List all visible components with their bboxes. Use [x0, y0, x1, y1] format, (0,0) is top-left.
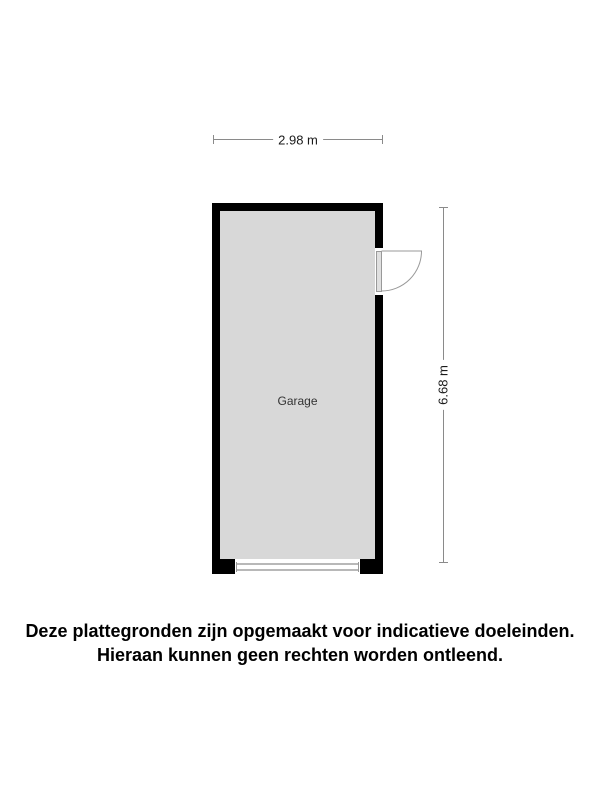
dimension-width: [213, 133, 383, 147]
wall-top: [212, 203, 383, 211]
dimension-width-tick-left: [213, 135, 214, 144]
wall-right-upper: [375, 203, 383, 248]
floor-area: [220, 211, 375, 559]
dimension-height: [436, 207, 450, 563]
door-swing-icon: [381, 250, 423, 292]
dimension-height-tick-bottom: [439, 562, 448, 563]
wall-stub-right: [360, 559, 383, 574]
door-jamb: [376, 251, 382, 292]
dimension-width-label: 2.98 m: [273, 133, 323, 148]
disclaimer-line-2: Hieraan kunnen geen rechten worden ontleend.: [96, 645, 504, 665]
dimension-height-label: 6.68 m: [436, 360, 451, 410]
dimension-height-tick-top: [439, 207, 448, 208]
garage-door-line-bottom: [237, 569, 358, 571]
garage-door-tick-right: [358, 562, 359, 572]
dimension-width-tick-right: [382, 135, 383, 144]
room-label-garage: Garage: [277, 394, 318, 408]
garage-door-tick-left: [236, 562, 237, 572]
garage-door-line-top: [237, 563, 358, 565]
wall-left: [212, 203, 220, 574]
disclaimer-text: [0, 619, 600, 667]
garage-door-opening: [235, 559, 360, 574]
wall-stub-left: [212, 559, 235, 574]
disclaimer-line-1: Deze plattegronden zijn opgemaakt voor indicatieve doeleinden.: [25, 621, 575, 641]
wall-right-lower: [375, 295, 383, 574]
